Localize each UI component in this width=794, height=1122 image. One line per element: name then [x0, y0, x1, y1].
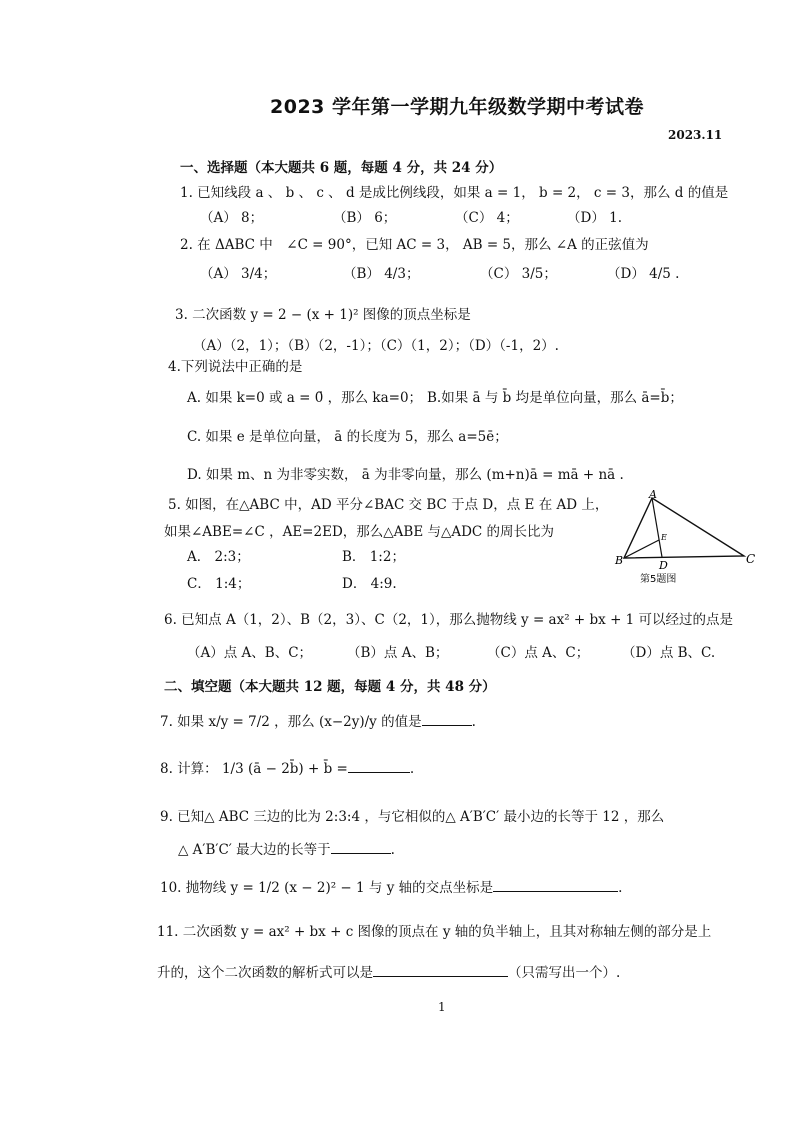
figure-caption: 第5题图 — [640, 574, 677, 585]
question-9-line1: 9. 已知△ ABC 三边的比为 2:3:4 ，与它相似的△ A′B′C′ 最小边的长等于 12 ，那么 — [160, 809, 665, 825]
q2-option-d: （D） 4/5 . — [607, 266, 680, 282]
question-10 — [160, 876, 622, 896]
q4-option-c: C. 如果 e 是单位向量， ā 的长度为 5，那么 a=5ē； — [187, 429, 508, 445]
q5-option-c: C． 1:4； — [187, 576, 251, 592]
question-11-text: 升的，这个二次函数的解析式可以是 — [157, 965, 373, 981]
question-10-text: 10. 抛物线 y = 1/2 (x − 2)² − 1 与 y 轴的交点坐标是 — [160, 880, 494, 896]
q6-option-d: （D）点 B、C. — [622, 645, 716, 661]
q9-answer-blank — [331, 841, 391, 854]
q2-option-a: （A） 3/4； — [200, 266, 277, 282]
q5-triangle-figure — [612, 490, 762, 585]
q1-option-c: （C） 4； — [455, 210, 519, 226]
q1-option-b: （B） 6； — [333, 210, 397, 226]
q6-option-b: （B）点 A、B； — [347, 645, 449, 661]
q4-option-b: B.如果 ā 与 b̄ 均是单位向量，那么 ā=b̄； — [427, 390, 683, 406]
question-1-stem: 1. 已知线段 a 、 b 、 c 、 d 是成比例线段，如果 a = 1， b = 2， c = 3，那么 d 的值是 — [180, 185, 729, 201]
section-2-heading: 二、填空题（本大题共 12 题，每题 4 分，共 48 分） — [164, 679, 496, 695]
q2-option-c: （C） 3/5； — [480, 266, 557, 282]
q10-answer-blank — [493, 879, 618, 892]
q4-option-d: D. 如果 m、n 为非零实数， ā 为非零向量，那么 (m+n)ā = mā + nā . — [187, 467, 624, 483]
question-4-stem: 4.下列说法中正确的是 — [168, 359, 303, 375]
q6-option-c: （C）点 A、C； — [487, 645, 590, 661]
q1-option-d: （D） 1. — [567, 210, 622, 226]
question-8 — [160, 757, 414, 777]
q5-option-b: B． 1:2； — [342, 549, 405, 565]
label-d: D — [659, 559, 668, 572]
q8-answer-blank — [348, 760, 410, 773]
q1-option-a: （A） 8； — [200, 210, 264, 226]
page-number: 1 — [438, 1000, 446, 1014]
q7-end-period: . — [471, 714, 476, 730]
q10-end-period: . — [618, 880, 623, 896]
label-e: E — [661, 533, 667, 542]
q9-end-period: . — [390, 842, 395, 858]
question-6-stem: 6. 已知点 A（1，2）、B（2，3）、C（2，1），那么抛物线 y = ax² + bx + 1 可以经过的点是 — [164, 612, 734, 628]
question-7 — [160, 710, 476, 730]
question-7-text: 7. 如果 x/y = 7/2 ，那么 (x−2y)/y 的值是 — [160, 714, 422, 730]
section-1-heading: 一、选择题（本大题共 6 题，每题 4 分，共 24 分） — [180, 160, 503, 176]
q6-option-a: （A）点 A、B、C； — [187, 645, 313, 661]
label-b: B — [615, 554, 624, 567]
bisector-ad — [652, 498, 662, 557]
question-11-line1: 11. 二次函数 y = ax² + bx + c 图像的顶点在 y 轴的负半轴上，且其对称轴左侧的部分是上 — [157, 924, 712, 940]
question-8-text: 8. 计算： 1/3 (ā − 2b̄) + b̄ = — [160, 761, 348, 777]
exam-title: 2023 学年第一学期九年级数学期中考试卷 — [270, 96, 644, 118]
q5-option-a: A． 2:3； — [187, 549, 250, 565]
question-2-stem: 2. 在 ΔABC 中 ∠C = 90°，已知 AC = 3， AB = 5，那么 ∠A 的正弦值为 — [180, 237, 649, 253]
exam-date: 2023.11 — [668, 128, 723, 142]
segment-be — [624, 540, 659, 558]
question-9-text: △ A′B′C′ 最大边的长等于 — [178, 842, 331, 858]
q7-answer-blank — [422, 713, 472, 726]
q2-option-b: （B） 4/3； — [343, 266, 420, 282]
q5-option-d: D． 4:9. — [342, 576, 397, 592]
label-a: A — [649, 490, 657, 501]
label-c: C — [746, 552, 756, 566]
question-9-line2 — [178, 838, 395, 858]
q11-answer-blank — [373, 964, 508, 977]
question-11-suffix: （只需写出一个）. — [508, 965, 621, 981]
question-5-stem-line2: 如果∠ABE=∠C ，AE=2ED，那么△ABE 与△ADC 的周长比为 — [164, 524, 555, 540]
question-11-line2 — [157, 961, 620, 981]
question-5-stem-line1: 5. 如图，在△ABC 中，AD 平分∠BAC 交 BC 于点 D，点 E 在 AD 上， — [168, 497, 609, 513]
q3-options: （A）（2，1）；（B）（2，-1）；（C）（1，2）；（D）（-1，2）. — [193, 338, 559, 354]
question-3-stem: 3. 二次函数 y = 2 − (x + 1)² 图像的顶点坐标是 — [175, 307, 471, 323]
q8-end-period: . — [409, 761, 415, 777]
q4-option-a: A. 如果 k=0 或 a = 0̄ ，那么 ka=0； — [187, 390, 423, 406]
